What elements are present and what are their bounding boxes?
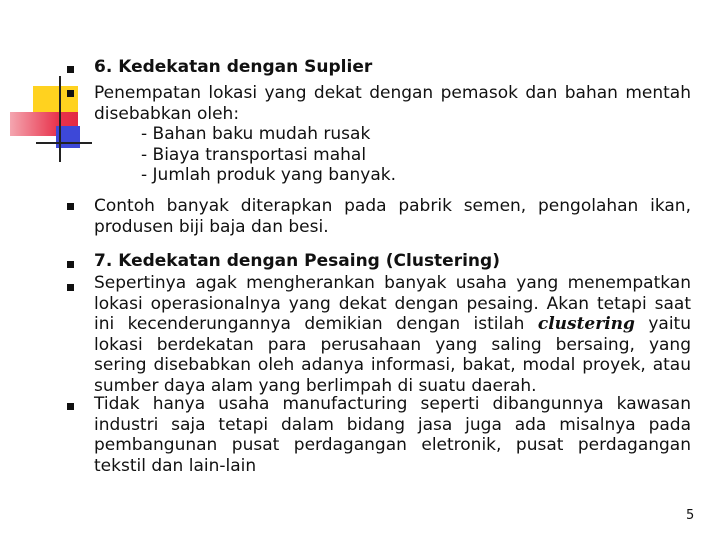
paragraph-line: tekstil dan lain-lain: [94, 455, 257, 476]
list-item: - Bahan baku mudah rusak: [141, 124, 371, 144]
paragraph-line: Sepertinya agak mengherankan banyak usaha yang menempatkan: [94, 273, 691, 293]
bullet-marker: [67, 203, 74, 210]
paragraph-line: Contoh banyak diterapkan pada pabrik semen, pengolahan ikan,: [94, 196, 691, 216]
text-run: ini kecenderungannya demikian dengan istilah: [94, 314, 525, 334]
decorative-horizontal-line: [36, 142, 92, 144]
paragraph-line: Tidak hanya usaha manufacturing seperti dibangunnya kawasan: [94, 394, 691, 414]
text-run: yaitu: [648, 314, 692, 334]
section-6-paragraph-1: [94, 83, 691, 186]
section-7-paragraph-1: [94, 273, 691, 396]
heading-text: 7. Kedekatan dengan Pesaing (Clustering): [94, 251, 500, 271]
paragraph-line: [94, 314, 691, 335]
list-item: - Biaya transportasi mahal: [141, 144, 367, 165]
paragraph-line: lokasi operasionalnya yang dekat dengan pesaing. Akan tetapi saat: [94, 293, 691, 314]
paragraph-line: industri saja tetapi dalam bidang jasa juga ada misalnya pada: [94, 414, 691, 435]
paragraph-line: produsen biji baja dan besi.: [94, 216, 329, 237]
section-7-paragraph-2: [94, 394, 691, 476]
paragraph-line: sumber daya alam yang berlimpah di suatu daerah.: [94, 375, 537, 396]
decorative-vertical-line: [59, 76, 61, 162]
heading-text: 6. Kedekatan dengan Suplier: [94, 57, 373, 77]
paragraph-line: lokasi berdekatan para perusahaan yang saling bersaing, yang: [94, 334, 691, 355]
paragraph-line: Penempatan lokasi yang dekat dengan pemasok dan bahan mentah: [94, 83, 691, 103]
paragraph-line: sering disebabkan oleh adanya informasi, bakat, modal proyek, atau: [94, 355, 691, 375]
bullet-marker: [67, 403, 74, 410]
list-item: - Jumlah produk yang banyak.: [141, 165, 396, 185]
section-6-heading: [94, 57, 691, 78]
paragraph-line: pembangunan pusat perdagangan eletronik, pusat perdagangan: [94, 435, 691, 455]
page-number: 5: [686, 508, 695, 523]
bullet-marker: [67, 66, 74, 73]
bullet-marker: [67, 261, 74, 268]
emphasized-term: clustering: [537, 314, 635, 334]
section-6-paragraph-2: [94, 196, 691, 237]
bullet-marker: [67, 284, 74, 291]
section-7-heading: [94, 251, 691, 272]
paragraph-line: disebabkan oleh:: [94, 103, 240, 124]
bullet-marker: [67, 90, 74, 97]
